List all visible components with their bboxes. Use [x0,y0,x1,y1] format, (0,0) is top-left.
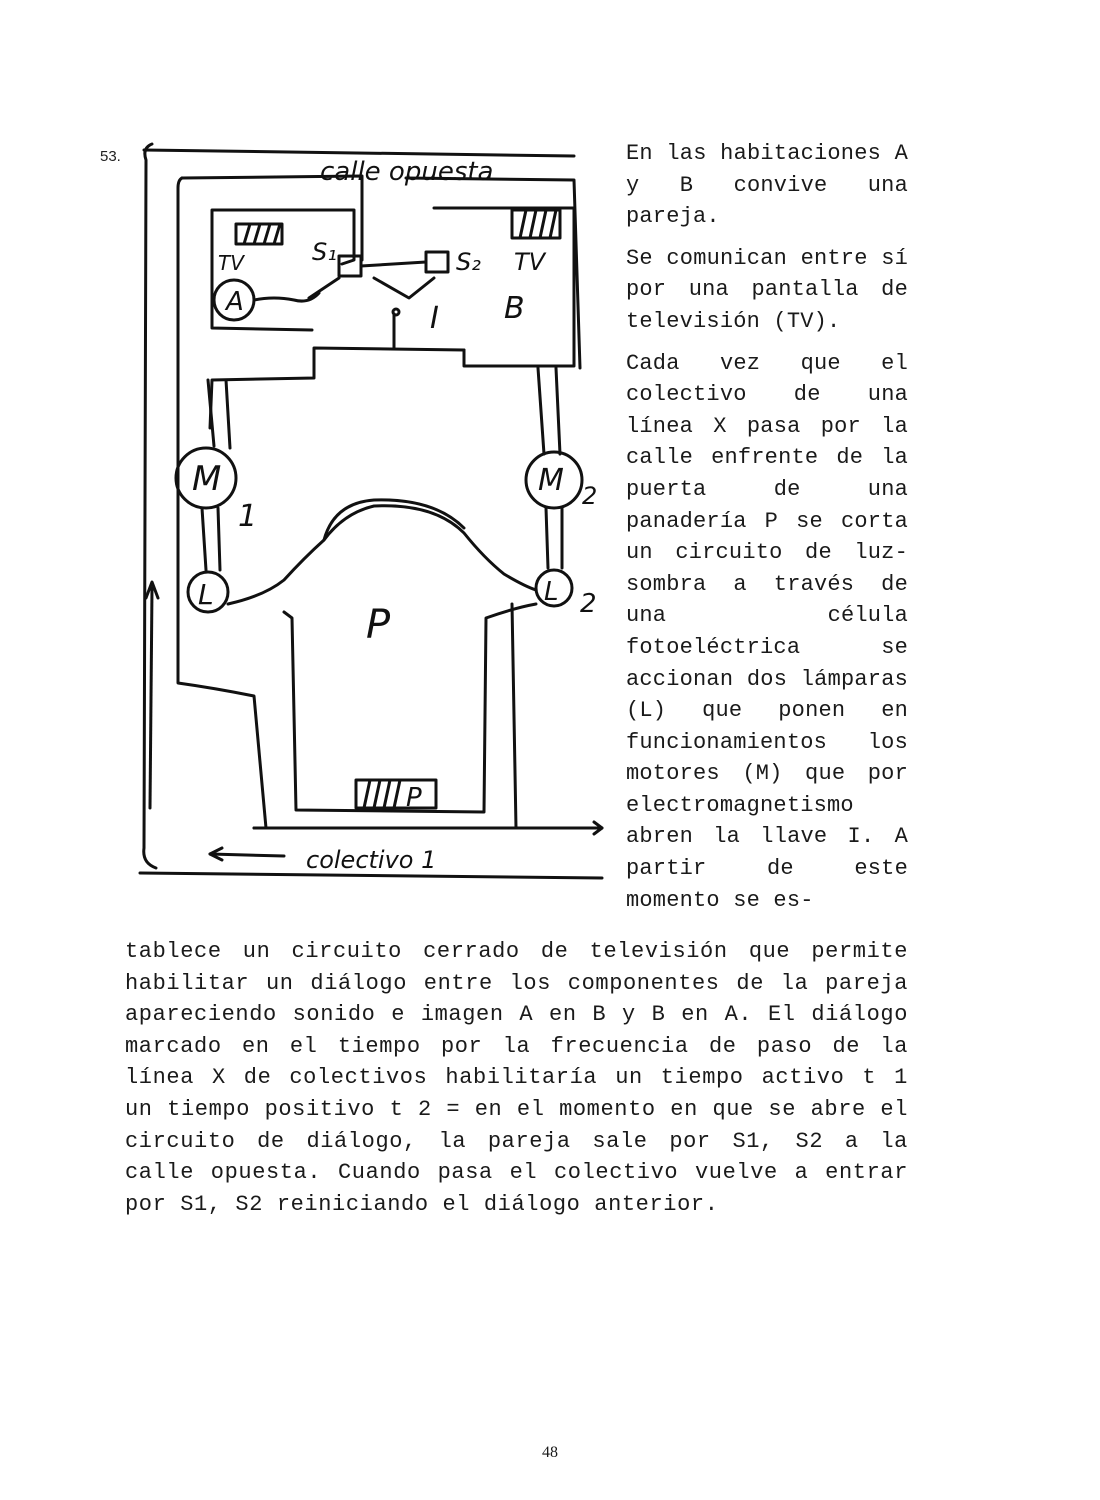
room-b-label: B [504,291,525,326]
street-top-line [144,150,574,156]
item-number: 53. [100,148,121,165]
tv-a-label: TV [218,251,244,275]
wire-right-upper [538,368,560,454]
motor-2-index: 2 [582,482,598,510]
switch-s1-box [339,256,361,276]
s1-s2-line [361,262,426,266]
lamp-2-label: L [544,577,559,607]
switch-s2-box [426,252,448,272]
sidebar-paragraph-1: En las habitaciones A y B convive una pareja. [626,141,908,230]
street-bottom-label: colectivo 1 [306,846,437,874]
motor-1-index: 1 [238,499,258,534]
wire-right-lower [546,508,562,568]
window-p-hatch [364,780,400,808]
circuit-sketch [134,128,604,888]
central-hall [210,348,464,428]
street-top-label: calle opuesta [320,157,494,187]
sidebar-paragraph-3: Cada vez que el colectivo de una línea X pasa por la calle enfrente de la puerta de una panadería P se corta un circuito de luz-sombra a través de una célula fotoeléctrica se accionan dos lámparas (L) que ponen en funcionamientos los motores (M) que por electromagnetismo abren la llave I. A partir de este momento se es- [626,350,908,913]
window-a-hatch [244,224,280,244]
key-label: I [430,301,439,336]
bakery-outline [228,506,536,604]
switch-1-label: S₁ [312,238,337,266]
lamp-2-index: 2 [580,589,597,619]
sidebar-paragraph-2: Se comunican entre sí por una pantalla de televisión (TV). [626,245,908,334]
lamp-1-label: L [198,578,214,611]
page-number: 48 [542,1444,558,1461]
left-up-arrow [150,588,152,808]
key-wires [309,278,434,348]
sidebar-text [626,138,908,916]
bakery-label: P [366,602,391,648]
tv-b-label: TV [514,248,546,276]
window-p-label: P [406,783,422,813]
room-b-outline [434,208,574,366]
motor-1-label: M [192,459,222,499]
switch-2-label: S₂ [456,248,481,276]
bus-arrow-line [210,854,284,856]
room-a-label: A [226,287,244,317]
main-paragraph: tablece un circuito cerrado de televisión que permite habilitar un diálogo entre los componentes de la pareja apareciendo sonido e imagen A en B y B en A. El diálogo marcado en el tiempo por la frecuencia de paso de la línea X de colectivos habilitaría un tiempo activo t 1 un tiempo positivo t 2 = en el momento en que se abre el circuito de diálogo, la pareja sale por S1, S2 a la calle opuesta. Cuando pasa el colectivo vuelve a entrar por S1, S2 reiniciando el diálogo anterior. [125,939,908,1217]
window-b-hatch [520,210,556,238]
wire-left-lower [202,508,220,570]
key-dot [393,309,399,315]
motor-2-label: M [538,463,564,498]
sketch-drawing [134,128,604,888]
